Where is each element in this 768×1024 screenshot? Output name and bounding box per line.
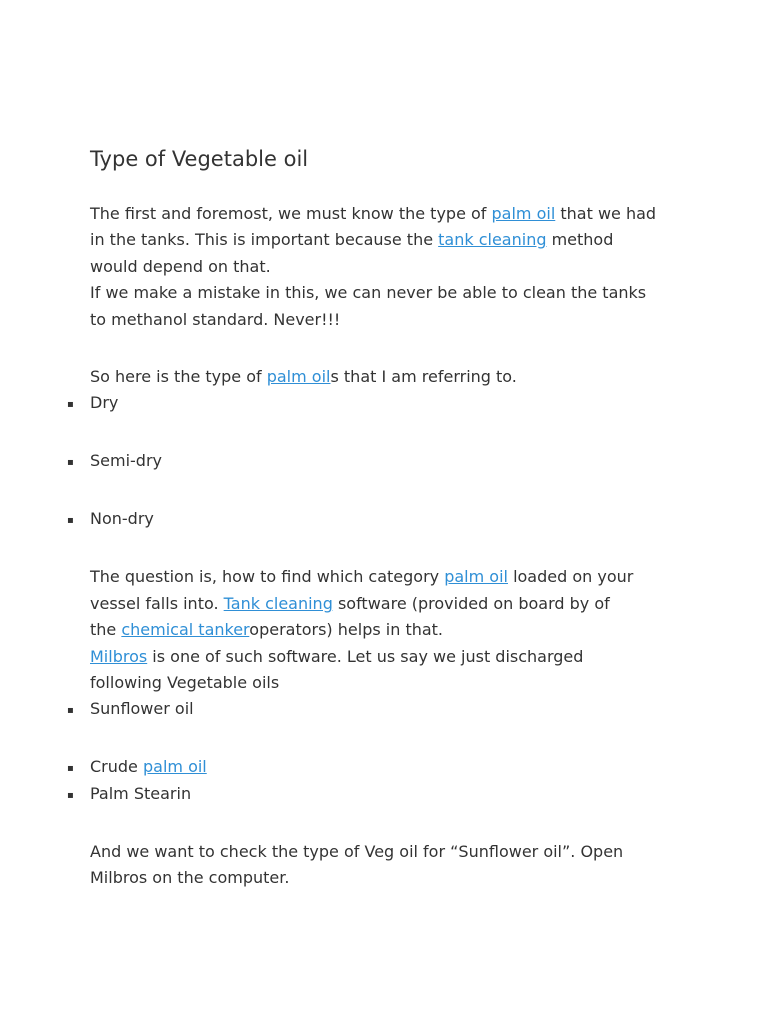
tank-cleaning-link[interactable]: Tank cleaning [223, 594, 333, 613]
tank-cleaning-link[interactable]: tank cleaning [438, 230, 547, 249]
para1-line5: to methanol standard. Never!!! [90, 310, 341, 329]
text: software (provided on board by of [332, 594, 610, 613]
text: the [90, 620, 122, 639]
text: The question is, how to find which category [90, 567, 445, 586]
palm-oil-link[interactable]: palm oil [444, 567, 508, 586]
bullet-icon: ▪ [67, 399, 74, 410]
page-title: Type of Vegetable oil [90, 147, 309, 171]
para4-line2: Milbros on the computer. [90, 868, 290, 887]
palm-oil-link[interactable]: palm oil [142, 757, 207, 776]
para4-line1: And we want to check the type of Veg oil for “Sunflower oil”. Open [90, 842, 624, 861]
text: operators) helps in that. [249, 620, 444, 639]
list-item-dry: Dry [90, 393, 119, 412]
text: is one of such software. Let us say we just discharged [147, 647, 584, 666]
chemical-tanker-link[interactable]: chemical tanker [121, 620, 250, 639]
para3-line2 [90, 594, 610, 614]
para2-line1 [90, 367, 517, 387]
bullet-icon: ▪ [67, 763, 74, 774]
para1-line1 [90, 204, 656, 224]
list-item-non-dry: Non-dry [90, 509, 154, 528]
para3-line5: following Vegetable oils [90, 673, 280, 692]
list-item-sunflower-oil: Sunflower oil [90, 699, 194, 718]
text: loaded on your [507, 567, 634, 586]
text: So here is the type of [90, 367, 267, 386]
bullet-icon: ▪ [67, 457, 74, 468]
list-item-semi-dry: Semi-dry [90, 451, 163, 470]
para3-line4 [90, 647, 583, 667]
para1-line4: If we make a mistake in this, we can never be able to clean the tanks [90, 283, 647, 302]
text: The first and foremost, we must know the type of [90, 204, 492, 223]
bullet-icon: ▪ [67, 515, 74, 526]
para1-line3: would depend on that. [90, 257, 271, 276]
para1-line2 [90, 230, 613, 250]
milbros-link[interactable]: Milbros [90, 647, 148, 666]
para3-line1 [90, 567, 633, 587]
palm-oil-link[interactable]: palm oil [266, 367, 331, 386]
list-item-palm-stearin: Palm Stearin [90, 784, 192, 803]
bullet-icon: ▪ [67, 790, 74, 801]
palm-oil-link[interactable]: palm oil [491, 204, 556, 223]
text: s that I am referring to. [330, 367, 517, 386]
text: Crude [90, 757, 143, 776]
bullet-icon: ▪ [67, 705, 74, 716]
text: in the tanks. This is important because the [90, 230, 439, 249]
text: vessel falls into. [90, 594, 224, 613]
text: that we had [555, 204, 657, 223]
para3-line3 [90, 620, 443, 640]
list-item-crude-palm-oil [90, 757, 207, 777]
text: method [546, 230, 614, 249]
